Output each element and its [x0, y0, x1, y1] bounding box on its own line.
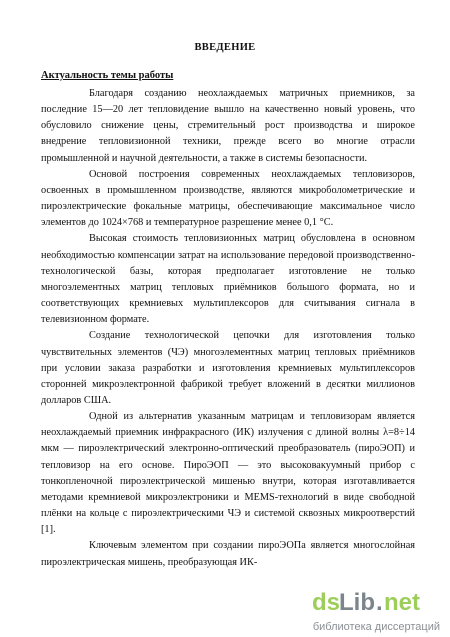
- body-text: [41, 86, 415, 571]
- paragraph-3: Высокая стоимость тепловизионных матриц обусловлена в основном необходимостью компенсации затрат на использование передовой производственно-технологической базы, которая предполагает изготовление не только многоэлементных матриц тепловых приёмников большого формата, но и соответствующих кремниевых мультиплексоров для считывания сигнала в телевизионном формате.: [41, 233, 415, 326]
- page-title: ВВЕДЕНИЕ: [194, 42, 256, 53]
- paragraph-6: Ключевым элементом при создании пироЭОПа является многослойная пироэлектрическая мишень, преобразующая ИК-: [41, 540, 415, 568]
- svg-text:Lib: Lib: [339, 589, 375, 616]
- section-heading: Актуальность темы работы: [41, 70, 174, 81]
- svg-text:ds: ds: [312, 589, 341, 616]
- dslib-logo: [310, 587, 442, 617]
- watermark: [310, 587, 442, 633]
- watermark-caption: библиотека диссертаций: [312, 621, 440, 633]
- svg-text:net: net: [384, 589, 420, 616]
- paragraph-1: Благодаря созданию неохлаждаемых матричных приемников, за последние 15—20 лет тепловидение вышло на качественно новый уровень, что обусловило снижение цены, стремительный рост производства и широкое внедрение тепловизионной техники, прежде всего во многие отрасли промышленной и научной деятельности, а также в системы безопасности.: [41, 88, 415, 164]
- svg-text:.: .: [376, 589, 383, 616]
- paragraph-5: Одной из альтернатив указанным матрицам и тепловизорам является неохлаждаемый приемник инфракрасного (ИК) излучения с длиной волны λ=8÷14 мкм — пироэлектрический электронно-оптический преобразователь (пироЭОП) и тепловизор на его основе. ПироЭОП — это высоковакуумный прибор с тонкопленочной пироэлектрической мишенью внутри, которая изготавливается методами кремниевой микроэлектроники и MEMS-технологий в виде свободной плёнки на кольце с пироэлектрическими ЧЭ и системой сквозных микроотверстий [1].: [41, 411, 415, 536]
- paragraph-4: Создание технологической цепочки для изготовления только чувствительных элементов (ЧЭ) многоэлементных матриц тепловых приёмников при условии заказа разработки и изготовления кремниевых мультиплексоров сторонней микроэлектронной фабрикой требует вложений в десятки миллионов долларов США.: [41, 330, 415, 406]
- paragraph-2: Основой построения современных неохлаждаемых тепловизоров, освоенных в промышленном производстве, являются микроболометрические и пироэлектрические фокальные матрицы, обеспечивающие максимальное число элементов до 1024×768 и температурное разрешение менее 0,1 °С.: [41, 168, 415, 229]
